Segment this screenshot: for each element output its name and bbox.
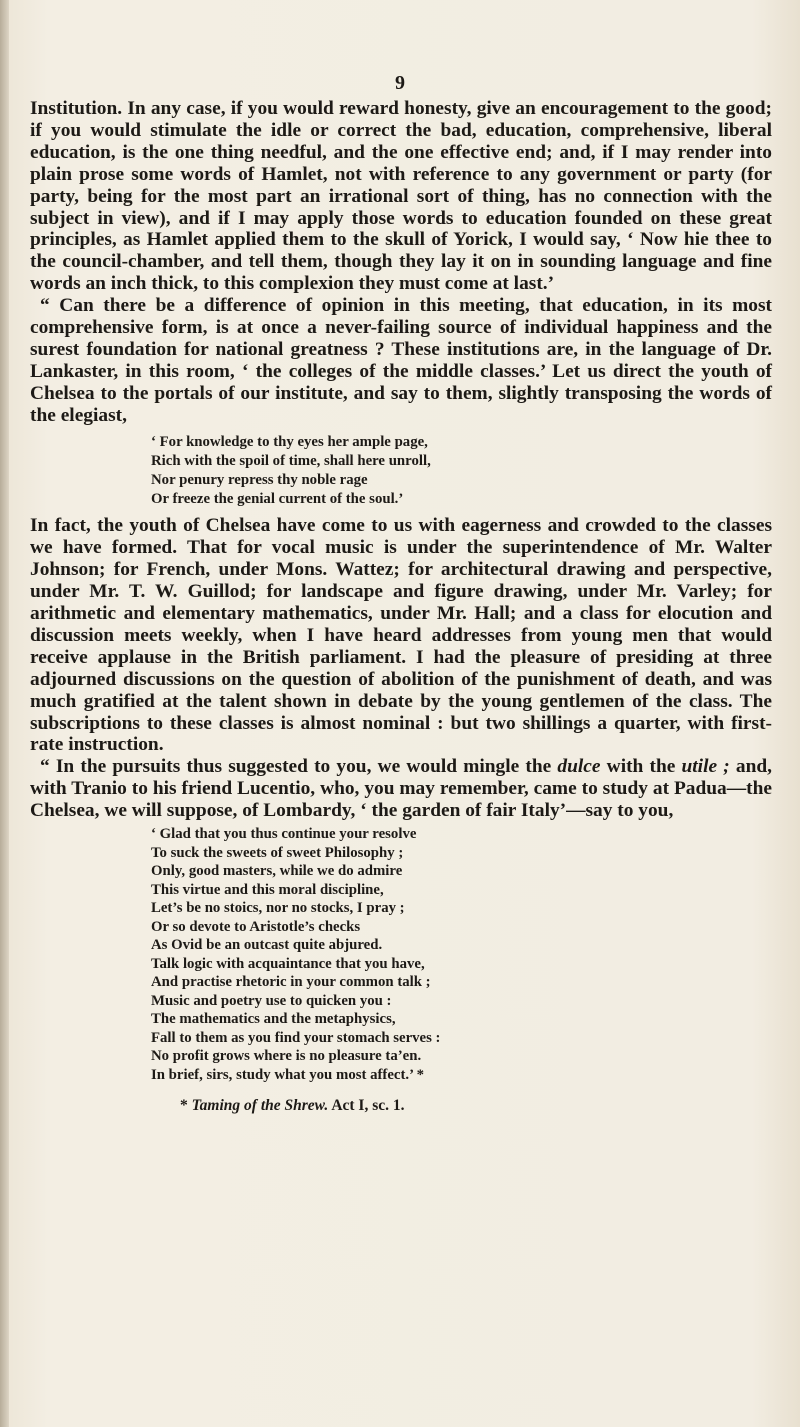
verse-shakespeare — [151, 825, 772, 1084]
page-number: 9 — [395, 72, 405, 94]
verse-line: In brief, sirs, study what you most affect.’ * — [151, 1066, 425, 1083]
verse-line: Rich with the spoil of time, shall here unroll, — [151, 452, 431, 469]
footnote-title: Taming of the Shrew. — [191, 1097, 329, 1115]
word-utile: utile ; — [681, 756, 730, 778]
paragraph-4 — [30, 756, 772, 822]
paragraph-1: Institution. In any case, if you would reward honesty, give an encouragement to the good; if you would stimulate the idle or correct the bad, education, comprehensive, liberal education, is the one thing needful, and the one effective end; and, if I may render into plain prose some words of Hamlet, not with reference to any government or party (for party, being for the most part an irrational sort of thing, has no connection with the subject in view), and if I may apply those words to education founded on these great principles, as Hamlet applied them to the skull of Yorick, I would say, ‘ Now hie thee to the council-chamber, and tell them, though they lay it on in sounding language and fine words an inch thick, to this complexion they must come at last.’ — [30, 98, 772, 295]
verse-line: Talk logic with acquaintance that you have, — [151, 955, 425, 972]
paragraph-4-part: with the — [600, 756, 682, 778]
footnote — [180, 1096, 772, 1116]
verse-line: Only, good masters, while we do admire — [151, 863, 403, 880]
paragraph-2: “ Can there be a difference of opinion in this meeting, that education, in its most comprehensive form, is at once a never-failing source of individual happiness and the surest foundation for national greatness ? These institutions are, in the language of Dr. Lankaster, in this room, ‘ the colleges of the middle classes.’ Let us direct the youth of Chelsea to the portals of our institute, and say to them, slightly transposing the words of the elegiast, — [30, 295, 772, 426]
verse-line: ‘ Glad that you thus continue your resolve — [151, 826, 417, 843]
paragraph-3: In fact, the youth of Chelsea have come to us with eagerness and crowded to the classes we have formed. That for vocal music is under the superintendence of Mr. Walter Johnson; for French, under Mons. Wattez; for architectural drawing and perspective, under Mr. T. W. Guillod; for landscape and figure drawing, under Mr. Varley; for arithmetic and elementary mathematics, under Mr. Hall; and a class for elocution and discussion meets weekly, when I have heard addresses from young men that would receive applause in the British parliament. I had the pleasure of presiding at three adjourned discussions on the question of abolition of the punishment of death, and was much gratified at the talent shown in debate by the young gentlemen of the class. The subscriptions to these classes is almost nominal : but two shillings a quarter, with first-rate instruction. — [30, 515, 772, 756]
footnote-ref: Act I, sc. 1. — [328, 1097, 405, 1115]
word-dulce: dulce — [557, 756, 601, 778]
paragraph-4-part: “ In the pursuits thus suggested to you, we would mingle the — [40, 756, 558, 778]
verse-line: To suck the sweets of sweet Philosophy ; — [151, 844, 404, 861]
paragraph-4-part: and, with Tranio to his friend Lucentio, who, you may remember, came to study at Padua—the Chelsea, we will suppose, of Lombardy, ‘ the garden of fair Italy’—say to you, — [30, 756, 772, 822]
verse-line: Or freeze the genial current of the soul.’ — [151, 491, 404, 508]
verse-line: Or so devote to Aristotle’s checks — [151, 918, 361, 935]
verse-line: Let’s be no stoics, nor no stocks, I pray ; — [151, 900, 405, 917]
verse-elegy — [151, 433, 772, 510]
verse-line: No profit grows where is no pleasure ta’en. — [151, 1048, 422, 1065]
page-spine-shadow — [0, 0, 9, 1427]
verse-line: The mathematics and the metaphysics, — [151, 1011, 396, 1028]
verse-line: Nor penury repress thy noble rage — [151, 472, 368, 488]
footnote-marker: * — [180, 1097, 192, 1115]
verse-line: Fall to them as you find your stomach serves : — [151, 1029, 441, 1046]
verse-line: And practise rhetoric in your common talk ; — [151, 974, 431, 991]
body-text — [30, 98, 772, 1116]
verse-line: As Ovid be an outcast quite abjured. — [151, 937, 383, 954]
verse-line: Music and poetry use to quicken you : — [151, 992, 392, 1009]
verse-line: This virtue and this moral discipline, — [151, 881, 384, 898]
verse-line: ‘ For knowledge to thy eyes her ample page, — [151, 433, 428, 450]
